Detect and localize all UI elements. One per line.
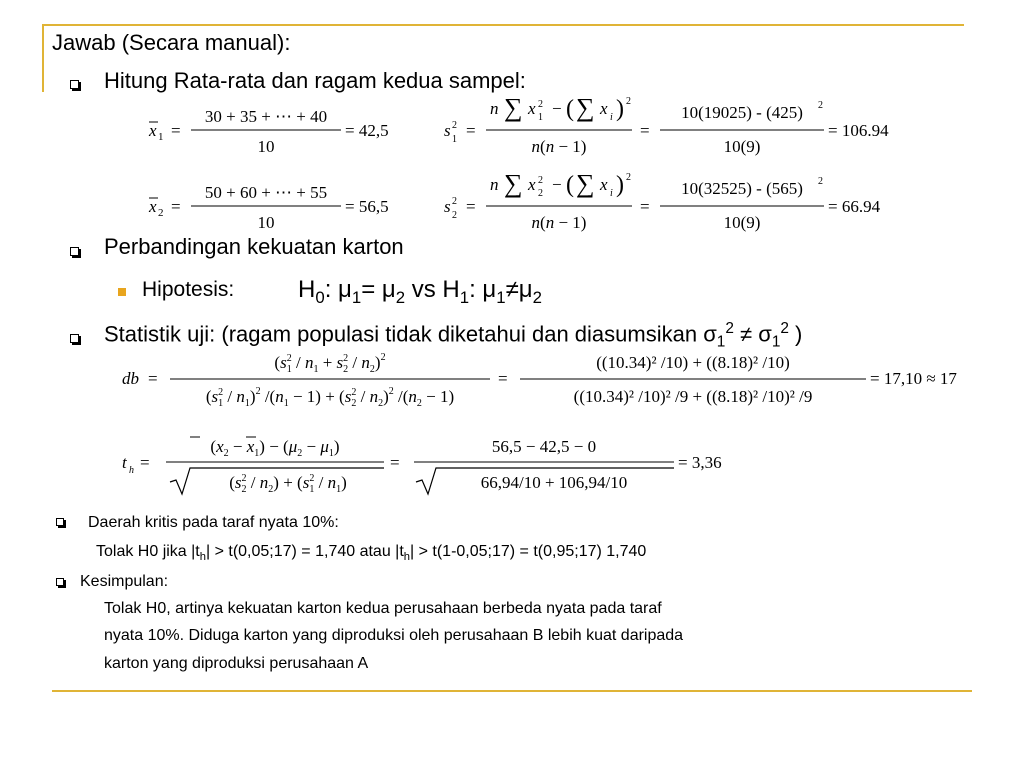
svg-text:(s22 / n2) + (s21 / n1): ($s^2$ $2 / n_2) + (s^2$ $1 / n_1$) <box>229 473 347 495</box>
x1-result: = 42,5 <box>345 121 389 140</box>
svg-text:x: x <box>528 175 536 194</box>
svg-text:∑: ∑ <box>504 169 523 198</box>
hypothesis-statement: $H_0$: $\mu_1= \mu_2$ vs $H_1$: $\mu_1\ne\mu_2$ <box>298 276 542 307</box>
bottom-rule <box>52 690 972 692</box>
svg-text:(s21 / n1)2 /(n1 − 1) + (s22 /: ($s^2$ $1 / n_1)^2$ $/(n_1 - 1) + (s^2$ $2 / n_2)^2$ $/(n_2 - 1)$ <box>205 386 455 409</box>
comparison-heading: Perbandingan kekuatan karton <box>104 234 404 259</box>
t-numerator: 56,5 − 42,5 − 0 <box>491 437 597 456</box>
left-rule <box>42 24 44 92</box>
top-rule <box>42 24 964 26</box>
variance-s1-equation <box>440 90 920 160</box>
t-denominator: 66,94/10 + 106,94/10 <box>480 473 628 492</box>
svg-text:1: 1 <box>158 131 164 143</box>
svg-text:2: 2 <box>452 210 457 221</box>
svg-text:2: 2 <box>626 172 631 183</box>
svg-text:∑: ∑ <box>504 93 523 122</box>
s1-denominator: 10(9) <box>723 137 761 156</box>
svg-text:(: ( <box>566 172 574 198</box>
conclusion-label: Kesimpulan: <box>80 573 169 590</box>
svg-text:=: = <box>640 197 650 216</box>
s1-numerator: 10(19025) - (425) <box>681 103 803 122</box>
square-bullet-icon <box>56 578 64 586</box>
svg-text:x: x <box>149 121 157 140</box>
svg-text:(x2 − x1) − (μ2 − μ1): $(x_2 - x_1) - (\mu_2 - \mu_1)$ <box>210 437 340 459</box>
x2-numerator: 50 + 60 + ⋯ + 55 <box>204 183 328 202</box>
svg-text:2: 2 <box>538 188 543 199</box>
svg-text:=: = <box>148 369 158 388</box>
svg-text:2: 2 <box>818 100 823 111</box>
svg-text:s: s <box>444 121 451 140</box>
svg-text:): ) <box>616 96 624 122</box>
s2-result: = 66.94 <box>828 197 881 216</box>
mean-x1-equation <box>145 100 415 156</box>
mean-x2-equation <box>145 176 415 232</box>
page-title: Jawab (Secara manual): <box>52 30 291 55</box>
x1-denominator: 10 <box>257 137 275 156</box>
svg-text:2: 2 <box>538 175 543 186</box>
t-result: = 3,36 <box>678 453 722 472</box>
svg-text:=: = <box>498 369 508 388</box>
hypothesis-label: Hipotesis: <box>142 278 235 301</box>
svg-text:=: = <box>390 453 400 472</box>
conclusion-line-1: Tolak H0, artinya kekuatan karton kedua perusahaan berbeda nyata pada taraf <box>104 600 662 617</box>
svg-text:n: n <box>490 99 499 118</box>
svg-text:=: = <box>171 197 181 216</box>
svg-text:∑: ∑ <box>576 93 595 122</box>
svg-text:s: s <box>444 197 451 216</box>
svg-text:=: = <box>140 453 150 472</box>
svg-text:(s21 / n1 + s22 / n2)2: ($s^2$ $1 / n_1 + s^2$ $2 / n_2)^2$ <box>274 352 386 375</box>
square-bullet-icon <box>56 518 64 526</box>
svg-text:=: = <box>466 197 476 216</box>
s2-numerator: 10(32525) - (565) <box>681 179 803 198</box>
db-denominator: ((10.34)² /10)² /9 + ((8.18)² /10)² /9 <box>573 387 813 406</box>
svg-text:i: i <box>610 112 613 123</box>
svg-text:x: x <box>600 175 608 194</box>
square-bullet-icon <box>70 334 79 343</box>
svg-text:i: i <box>610 188 613 199</box>
svg-text:db: db <box>122 369 139 388</box>
mean-variance-heading: Hitung Rata-rata dan ragam kedua sampel: <box>104 68 526 93</box>
svg-text:): ) <box>616 172 624 198</box>
t-statistic-equation <box>118 430 798 498</box>
svg-text:n(n − 1): n(n − 1) <box>531 213 587 232</box>
svg-text:x: x <box>149 197 157 216</box>
svg-text:∑: ∑ <box>576 169 595 198</box>
svg-text:1: 1 <box>452 134 457 145</box>
svg-text:x: x <box>600 99 608 118</box>
svg-text:x: x <box>528 99 536 118</box>
svg-text:h: h <box>129 465 134 476</box>
degrees-of-freedom-equation <box>118 348 988 410</box>
square-bullet-icon <box>70 247 79 256</box>
svg-text:n(n − 1): n(n − 1) <box>531 137 587 156</box>
test-stat-heading: Statistik uji: (ragam populasi tidak diketahui dan diasumsikan $\sigma_1^2 \ne \sigma_1^2$ ) <box>104 320 803 351</box>
svg-text:−: − <box>552 175 562 194</box>
svg-text:2: 2 <box>626 96 631 107</box>
variance-s2-equation <box>440 166 920 236</box>
filled-bullet-icon <box>118 288 126 296</box>
conclusion-line-2: nyata 10%. Diduga karton yang diproduksi oleh perusahaan B lebih kuat daripada <box>104 627 684 644</box>
svg-text:=: = <box>466 121 476 140</box>
conclusion-line-3: karton yang diproduksi perusahaan A <box>104 655 369 672</box>
svg-text:=: = <box>640 121 650 140</box>
svg-text:−: − <box>552 99 562 118</box>
critical-region-rule: Tolak H0 jika $|t_h|$ > t(0,05;17) = 1,740 atau $|t_h|$ > t(1-0,05;17) = t(0,95;17) 1,740 <box>96 543 647 564</box>
db-result: = 17,10 ≈ 17 <box>870 369 957 388</box>
svg-text:2: 2 <box>452 120 457 131</box>
x2-denominator: 10 <box>257 213 275 232</box>
svg-text:2: 2 <box>452 196 457 207</box>
x1-numerator: 30 + 35 + ⋯ + 40 <box>204 107 328 126</box>
svg-text:2: 2 <box>818 176 823 187</box>
svg-text:(: ( <box>566 96 574 122</box>
critical-region-label: Daerah kritis pada taraf nyata 10%: <box>88 514 339 531</box>
s2-denominator: 10(9) <box>723 213 761 232</box>
svg-text:1: 1 <box>538 112 543 123</box>
s1-result: = 106.94 <box>828 121 889 140</box>
square-bullet-icon <box>70 80 79 89</box>
svg-text:2: 2 <box>158 207 164 219</box>
svg-text:n: n <box>490 175 499 194</box>
svg-text:2: 2 <box>538 99 543 110</box>
svg-text:t: t <box>122 453 127 472</box>
x2-result: = 56,5 <box>345 197 389 216</box>
svg-text:=: = <box>171 121 181 140</box>
db-numerator: ((10.34)² /10) + ((8.18)² /10) <box>596 353 790 372</box>
